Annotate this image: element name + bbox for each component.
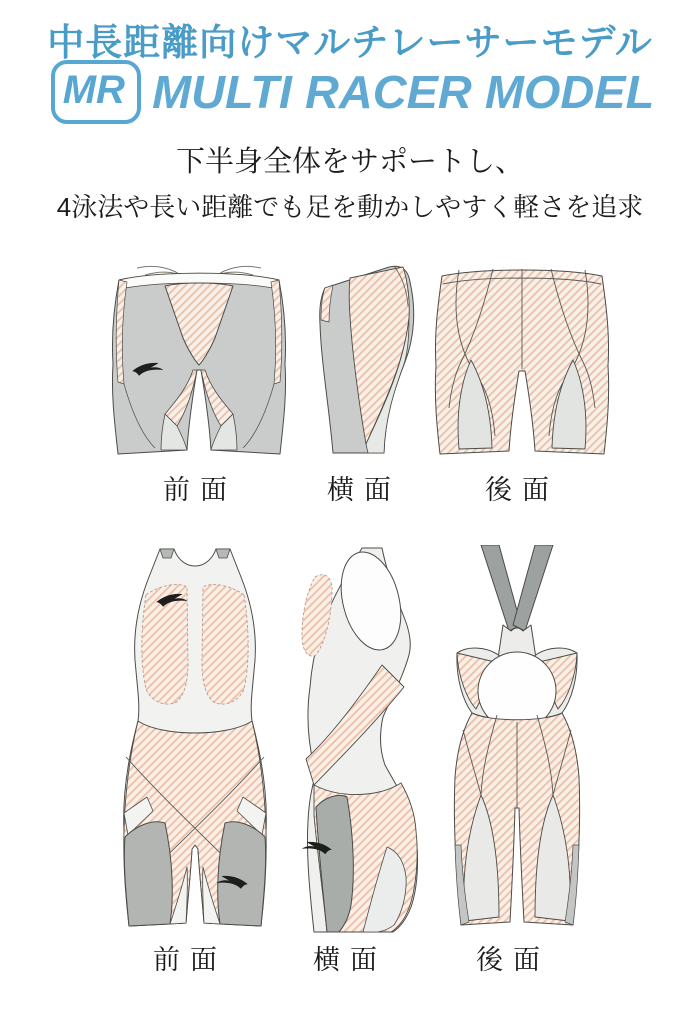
suit-front-label: 前面: [153, 945, 227, 975]
tagline-line2: 4泳法や長い距離でも足を動かしやすく軽さを追求: [56, 192, 644, 222]
suit-back-label: 後面: [476, 945, 550, 975]
suit-front-diagram: [107, 545, 283, 941]
jammer-back-diagram: [429, 256, 615, 463]
suit-side-label: 横面: [313, 945, 387, 975]
jammer-side-label: 横面: [327, 475, 401, 505]
tagline-line1: 下半身全体をサポートし、: [175, 146, 524, 178]
jammer-front-diagram: [103, 256, 295, 463]
jammer-side-diagram: [306, 256, 422, 463]
logo: [0, 60, 700, 124]
jammer-back-label: 後面: [485, 475, 559, 505]
mr-badge: MR: [51, 60, 141, 124]
suit-side-diagram: [283, 545, 439, 941]
jammer-front-label: 前面: [163, 475, 237, 505]
logo-wordmark: MULTI RACER MODEL: [152, 66, 655, 118]
page-title: 中長距離向けマルチレーサーモデル: [47, 22, 653, 63]
suit-back-diagram: [441, 545, 619, 941]
